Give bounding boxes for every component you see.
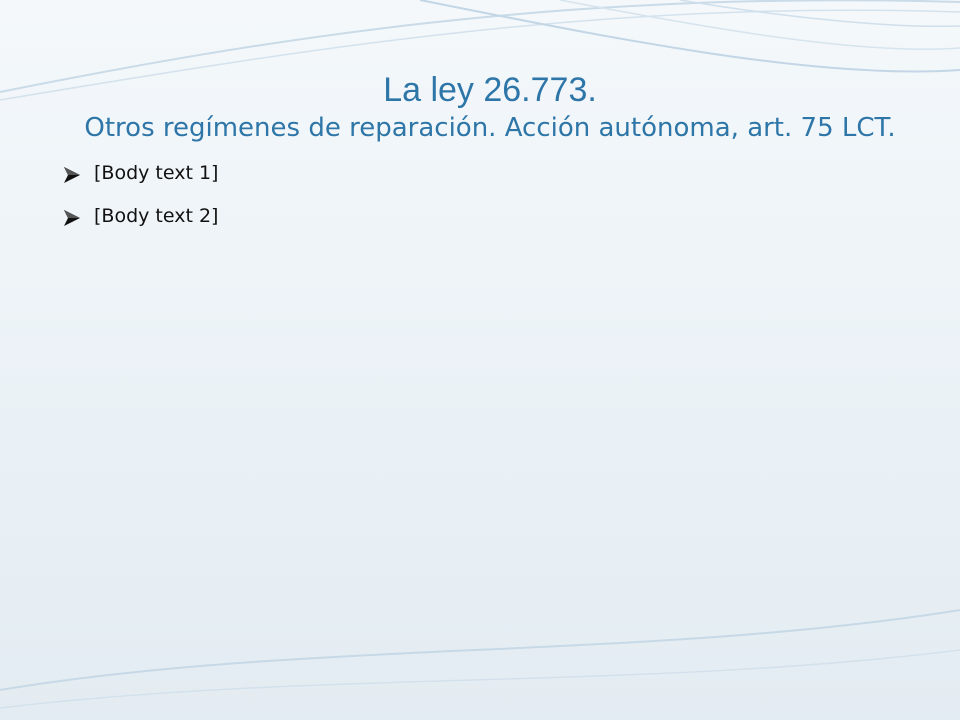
- bullet-paragraph: [Body text 2]: [94, 205, 219, 227]
- slide-title: La ley 26.773.: [383, 71, 597, 109]
- arrow-bullet-icon: [62, 209, 82, 227]
- slide-content: [62, 160, 910, 246]
- bullet-item-2: [62, 203, 910, 230]
- slide-subtitle: Otros regímenes de reparación. Acción autónoma, art. 75 LCT.: [84, 113, 896, 143]
- arrow-bullet-icon: [62, 166, 82, 184]
- bullet-paragraph: [Body text 1]: [94, 162, 219, 184]
- bullet-item-1: [62, 160, 910, 187]
- title-block: [60, 70, 920, 146]
